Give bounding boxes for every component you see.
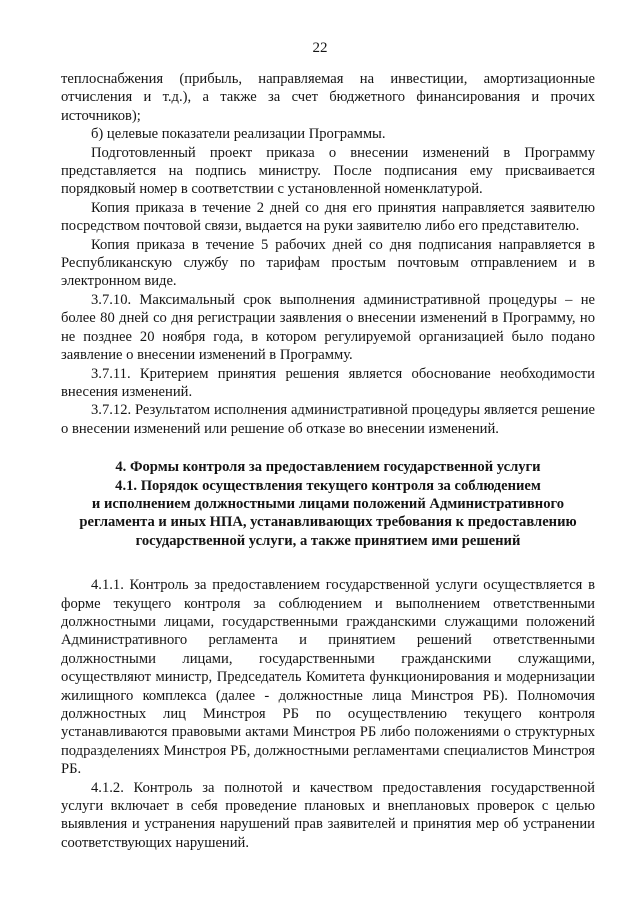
paragraph: 3.7.11. Критерием принятия решения является обоснование необходимости внесения изменений. — [61, 365, 595, 400]
paragraph: 4.1.2. Контроль за полнотой и качеством предоставления государственной услуги включает в себя проведение плановых и внеплановых проверок с целью выявления и устранения нарушений прав заявителей и принятия мер об устранении соответствующих нарушений. — [61, 779, 595, 851]
paragraphs-top — [61, 70, 595, 438]
paragraph: 3.7.10. Максимальный срок выполнения административной процедуры – не более 80 дней со дня регистрации заявления о внесении изменений в Программу, но не позднее 20 ноября года, в котором регулируемой организацией было подано заявление о внесении изменений в Программу. — [61, 291, 595, 364]
heading-line-2: 4.1. Порядок осуществления текущего контроля за соблюдением — [115, 477, 541, 494]
paragraph: Копия приказа в течение 5 рабочих дней со дня подписания направляется в Республиканскую службу по тарифам простым почтовым отправлением и в электронном виде. — [61, 236, 595, 290]
section-heading — [61, 458, 595, 550]
heading-line-1: 4. Формы контроля за предоставлением государственной услуги — [115, 459, 541, 476]
paragraph: 3.7.12. Результатом исполнения административной процедуры является решение о внесении изменений или решение об отказе во внесении изменений. — [61, 402, 595, 437]
paragraphs-bottom — [61, 576, 595, 852]
paragraph: Копия приказа в течение 2 дней со дня его принятия направляется заявителю посредством почтовой связи, выдается на руки заявителю либо его представителю. — [61, 199, 595, 235]
paragraph: Подготовленный проект приказа о внесении изменений в Программу представляется на подпись министру. После подписания ему присваивается порядковый номер в соответствии с установленной номенклатурой. — [61, 144, 595, 198]
paragraph: теплоснабжения (прибыль, направляемая на инвестиции, амортизационные отчисления и т.д.), а также за счет бюджетного финансирования и прочих источников); — [61, 71, 595, 124]
document-body — [61, 70, 595, 852]
heading-line-5: государственной услуги, а также принятием ими решений — [135, 532, 521, 549]
heading-line-4: регламента и иных НПА, устанавливающих требования к предоставлению — [79, 514, 577, 531]
heading-line-3: и исполнением должностными лицами положений Административного — [91, 495, 565, 512]
paragraph: б) целевые показатели реализации Программы. — [91, 126, 386, 143]
page-number: 22 — [312, 40, 328, 56]
paragraph: 4.1.1. Контроль за предоставлением государственной услуги осуществляется в форме текущего контроля за соблюдением и выполнением ответственными должностными лицами, государственными гражданскими служащими положений Административного регламента и принятием решений ответственными должностными лицами, государственными гражданскими служащими, осуществляют министр, Председатель Комитета функционирования и модернизации жилищного комплекса (далее - должностные лица Минстроя РБ). Полномочия должностных лиц Минстроя РБ по осуществлению текущего контроля устанавливаются правовыми актами Минстроя РБ либо положениями о структурных подразделениях Минстроя РБ, должностными регламентами специалистов Минстроя РБ. — [61, 577, 595, 778]
